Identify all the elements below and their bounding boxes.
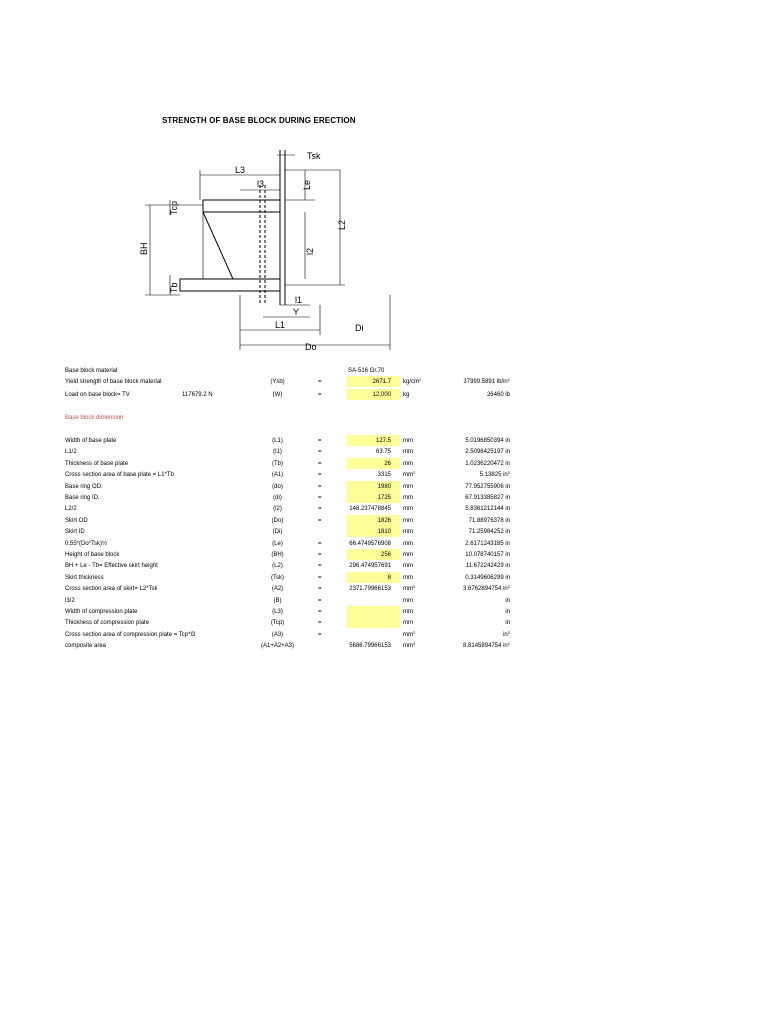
row-label: Height of base block (65, 552, 120, 558)
row-imperial: 5.0196850394 in (465, 438, 510, 444)
row-symbol: (do) (272, 484, 283, 490)
row-symbol: (A1+A2+A3) (260, 643, 295, 649)
label-le: Le (302, 179, 312, 190)
row-value: 1826 (377, 518, 391, 524)
row-value: 3315 (377, 472, 391, 478)
row-symbol: (Tsk) (271, 575, 284, 581)
row-symbol: (L2) (272, 563, 283, 569)
row-unit: mm (403, 541, 413, 547)
row-imperial: 5.13825 $in^2$ (479, 470, 510, 478)
row-label: Base ring ID. (65, 495, 100, 501)
load-unit: kg (403, 392, 410, 398)
row-symbol: (Tb) (272, 461, 283, 467)
row-unit: mm (403, 449, 413, 455)
row-unit: mm (403, 506, 413, 512)
row-imperial: 67.913385827 in (465, 495, 510, 501)
load-eq: = (318, 392, 322, 398)
label-tsk: Tsk (307, 151, 321, 161)
row-value: 296.474957691 (349, 563, 391, 569)
row-value: 148.237478845 (349, 506, 391, 512)
row-symbol: (Tcp) (270, 620, 285, 626)
row-unit: mm (403, 609, 413, 615)
row-symbol: (di) (273, 495, 282, 501)
row-equals: = (318, 506, 322, 512)
row-value: 256 (380, 552, 391, 558)
row-equals: = (318, 495, 322, 501)
label-l3: L3 (235, 165, 246, 175)
row-label: Cross section area of skirt= L2*Tsk (65, 586, 158, 592)
row-symbol: (L3) (272, 609, 283, 615)
load-imperial: 26460 lb (486, 392, 510, 398)
label-l1: L1 (275, 320, 286, 330)
value-highlight (346, 606, 400, 617)
row-equals: = (318, 449, 322, 455)
row-imperial: 11.672242429 in (465, 563, 510, 569)
row-imperial: 2.5098425197 in (465, 449, 510, 455)
row-symbol: (Le) (272, 541, 283, 547)
row-label: Thickness of base plate (65, 461, 129, 467)
row-label: Skirt OD (65, 518, 88, 524)
yield-value: 2671.7 (372, 379, 391, 385)
value-highlight (346, 617, 400, 628)
label-i2: l2 (305, 247, 315, 255)
row-equals: = (318, 541, 322, 547)
row-value: 2371.79966153 (349, 586, 391, 592)
row-label: l3/2 (65, 598, 75, 604)
row-label: Thickness of compression plate (65, 620, 150, 626)
row-equals: = (318, 575, 322, 581)
label-i1: l1 (295, 295, 303, 305)
row-equals: = (318, 518, 322, 524)
row-imperial: 3.6762894754 $in^2$ (463, 584, 510, 592)
row-imperial: 8.8145894754 $in^2$ (463, 641, 510, 649)
row-equals: = (318, 484, 322, 490)
row-value: 5686.79966153 (349, 643, 391, 649)
row-equals: = (318, 438, 322, 444)
row-unit: $mm^2$ (403, 641, 416, 649)
yield-unit: $kg/cm^2$ (403, 377, 422, 385)
row-equals: = (318, 472, 322, 478)
row-unit: $mm^2$ (403, 630, 416, 638)
row-equals: = (318, 620, 322, 626)
row-symbol: (Di) (272, 529, 283, 535)
row-symbol: (BH) (271, 552, 284, 558)
row-imperial: 1.0236220472 in (465, 461, 510, 467)
row-label: Cross section area of compression plate = Tcp*l3 (65, 632, 196, 638)
row-imperial: 71.88976378 in (468, 518, 510, 524)
yield-imperial: 37999.5891 $lb/in^2$ (463, 377, 510, 385)
label-do: Do (305, 342, 317, 352)
label-tb: Tb (169, 282, 179, 293)
row-symbol: (B) (273, 598, 282, 604)
row-imperial: $in^2$ (503, 630, 510, 638)
row-unit: $mm^2$ (403, 470, 416, 478)
label-y: Y (293, 307, 300, 317)
row-equals: = (318, 609, 322, 615)
material-label: Base block material (65, 368, 118, 374)
row-equals: = (318, 586, 322, 592)
row-label: Cross section area of base plate = L1*Tb (65, 472, 174, 478)
row-equals: = (318, 563, 322, 569)
label-tcp: Tcp (169, 200, 179, 215)
row-label: composite area (65, 643, 107, 649)
row-value: 66.4749576908 (349, 541, 391, 547)
load-label: Load on base block= TV (65, 392, 130, 398)
load-value: 12,000 (372, 392, 391, 398)
row-value: 63.75 (375, 449, 391, 455)
section-header: Base block dimension (65, 415, 124, 421)
row-equals: = (318, 461, 322, 467)
base-block-diagram (135, 145, 395, 360)
yield-sym: (Ysb) (270, 379, 285, 385)
row-label: Skirt thickness (65, 575, 104, 581)
row-label: Width of compression plate (65, 609, 138, 615)
row-imperial: 71.25984252 in (468, 529, 510, 535)
row-imperial: 2.6171243185 in (465, 541, 510, 547)
row-label: 0.55*(Do*Tsk)½ (65, 541, 108, 547)
row-label: L2/2 (65, 506, 77, 512)
row-unit: mm (403, 563, 413, 569)
row-unit: mm (403, 518, 413, 524)
row-unit: mm (403, 598, 413, 604)
row-equals: = (318, 632, 322, 638)
row-unit: mm (403, 620, 413, 626)
row-label: Skirt ID (65, 529, 85, 535)
label-l2: L2 (337, 219, 347, 230)
row-unit: mm (403, 461, 413, 467)
row-unit: $mm^2$ (403, 584, 416, 592)
row-unit: mm (403, 438, 413, 444)
row-value: 127.5 (375, 438, 391, 444)
label-i3: l3 (257, 179, 265, 189)
row-unit: mm (403, 484, 413, 490)
row-value: 1725 (377, 495, 391, 501)
row-equals: = (318, 552, 322, 558)
row-imperial: in (505, 598, 510, 604)
row-label: L1/2 (65, 449, 77, 455)
row-imperial: in (505, 609, 510, 615)
yield-label: Yield strength of base block material (65, 379, 162, 385)
row-symbol: (L1) (272, 438, 283, 444)
label-di: Di (355, 323, 364, 333)
row-symbol: (l2) (273, 506, 282, 512)
row-label: Width of base plate (65, 438, 117, 444)
row-symbol: (l1) (273, 449, 282, 455)
row-value: 26 (384, 461, 391, 467)
row-value: 1810 (377, 529, 391, 535)
load-sym: (W) (272, 392, 283, 398)
row-unit: mm (403, 529, 413, 535)
row-label: Base ring OD. (65, 484, 103, 490)
row-imperial: 10.078740157 in (465, 552, 510, 558)
row-equals: = (318, 598, 322, 604)
row-imperial: 0.3149606299 in (465, 575, 510, 581)
row-value: 1980 (377, 484, 391, 490)
row-imperial: 5.8361212144 in (465, 506, 510, 512)
row-value: 8 (387, 575, 391, 581)
row-unit: mm (403, 495, 413, 501)
row-symbol: (Do) (271, 518, 284, 524)
load-extra: 117679.2 N (182, 392, 213, 398)
row-unit: mm (403, 575, 413, 581)
row-symbol: (A3) (271, 632, 284, 638)
material-value: SA-516 Gr.70 (348, 368, 385, 374)
label-bh: BH (139, 242, 149, 255)
row-imperial: 77.952755906 in (465, 484, 510, 490)
row-symbol: (A2) (271, 586, 284, 592)
row-imperial: in (505, 620, 510, 626)
row-unit: mm (403, 552, 413, 558)
row-label: BH + Le - Tb= Effective skirt height (65, 563, 158, 569)
page-title: STRENGTH OF BASE BLOCK DURING ERECTION (162, 116, 356, 125)
yield-eq: = (318, 379, 322, 385)
row-symbol: (A1) (271, 472, 284, 478)
